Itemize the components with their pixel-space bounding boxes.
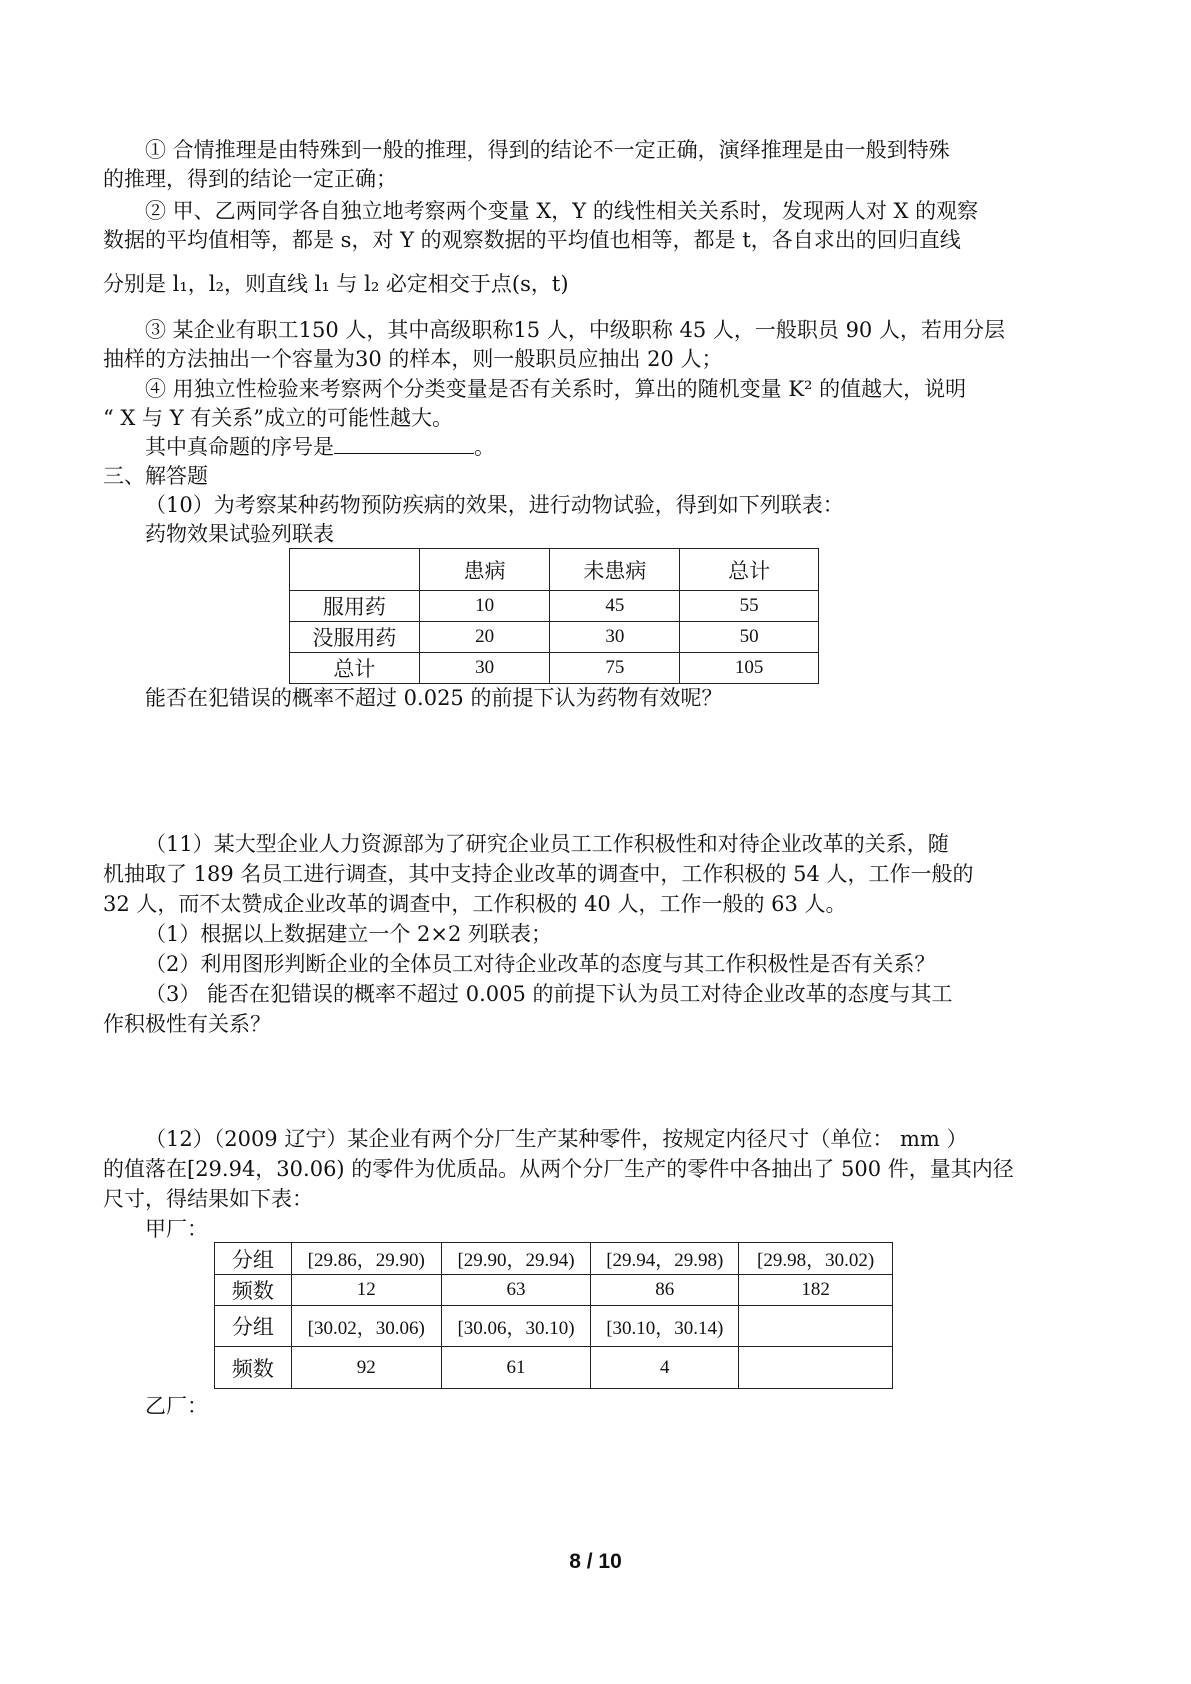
freq-cell: 92 [291,1347,441,1389]
freq-label: 频数 [215,1347,292,1389]
group-label: 分组 [215,1306,292,1347]
group-cell [739,1306,893,1347]
table-cell: 105 [680,653,819,684]
table-row-label: 总计 [290,653,420,684]
statement-4-line-2: “ X 与 Y 有关系”成立的可能性越大。 [103,406,453,430]
answer-prompt [145,433,495,461]
freq-cell: 63 [441,1275,591,1306]
statement-4-line-1: ④ 用独立性检验来考察两个分类变量是否有关系时，算出的随机变量 K² 的值越大，说明 [145,377,967,401]
table-row-label: 没服用药 [290,622,420,653]
table-cell: 75 [550,653,680,684]
freq-cell: 182 [739,1275,893,1306]
group-cell: [29.98，30.02) [739,1243,893,1275]
statement-2-line-3: 分别是 l₁，l₂，则直线 l₁ 与 l₂ 必定相交于点(s，t) [103,272,569,296]
statement-1-line-2: 的推理，得到的结论一定正确； [103,167,397,191]
table-row [215,1347,893,1389]
q12-line-2: 的值落在[29.94，30.06) 的零件为优质品。从两个分厂生产的零件中各抽出了 500 件，量其内径 [103,1157,1014,1181]
group-cell: [29.90，29.94) [441,1243,591,1275]
q11-line-1: （11）某大型企业人力资源部为了研究企业员工工作积极性和对待企业改革的关系，随 [145,832,949,856]
drug-effect-table [289,548,819,684]
freq-cell: 61 [441,1347,591,1389]
table-header-row [290,549,819,591]
statement-3-line-1: ③ 某企业有职工150 人，其中高级职称15 人，中级职称 45 人，一般职员 90 人，若用分层 [145,318,1005,342]
group-cell: [30.02，30.06) [291,1306,441,1347]
statement-1-line-1: ① 合情推理是由特殊到一般的推理，得到的结论不一定正确，演绎推理是由一般到特殊 [145,138,950,162]
table-header-cell: 未患病 [550,549,680,591]
q11-part-3: （3） 能否在犯错误的概率不超过 0.005 的前提下认为员工对待企业改革的态度与其工 [145,982,953,1006]
table-cell: 30 [550,622,680,653]
table-row [290,653,819,684]
statement-2-line-1: ② 甲、乙两同学各自独立地考察两个变量 X，Y 的线性相关关系时，发现两人对 X 的观察 [145,199,979,223]
page-number: 8 / 10 [569,1550,622,1573]
table-row [215,1243,893,1275]
table-cell: 30 [419,653,550,684]
factory-a-frequency-table [214,1242,893,1389]
group-cell: [30.06，30.10) [441,1306,591,1347]
statement-2-line-2: 数据的平均值相等，都是 s，对 Y 的观察数据的平均值也相等，都是 t，各自求出的回归直线 [103,228,961,252]
q10-text: （10）为考察某种药物预防疾病的效果，进行动物试验，得到如下列联表： [145,493,844,517]
answer-blank[interactable] [334,433,474,454]
table-row [215,1275,893,1306]
table-cell: 50 [680,622,819,653]
q11-line-2: 机抽取了 189 名员工进行调查，其中支持企业改革的调查中，工作积极的 54 人，工作一般的 [103,862,974,886]
table-row [290,591,819,622]
q11-part-1: （1）根据以上数据建立一个 2×2 列联表； [145,922,553,946]
q10-table-title: 药物效果试验列联表 [145,522,334,546]
q10-question: 能否在犯错误的概率不超过 0.025 的前提下认为药物有效呢？ [145,686,723,710]
table-row-label: 服用药 [290,591,420,622]
freq-label: 频数 [215,1275,292,1306]
table-cell: 10 [419,591,550,622]
q11-line-3: 32 人，而不太赞成企业改革的调查中，工作积极的 40 人，工作一般的 63 人。 [103,892,847,916]
group-cell: [29.94，29.98) [591,1243,739,1275]
answer-prompt-text: 其中真命题的序号是 [145,435,334,459]
table-row [290,622,819,653]
freq-cell [739,1347,893,1389]
table-row [215,1306,893,1347]
q11-part-2: （2）利用图形判断企业的全体员工对待企业改革的态度与其工作积极性是否有关系？ [145,952,936,976]
q12-line-1: （12）（2009 辽宁）某企业有两个分厂生产某种零件，按规定内径尺寸（单位： mm ） [145,1127,968,1151]
freq-cell: 12 [291,1275,441,1306]
table-header-cell [290,549,420,591]
table-header-cell: 患病 [419,549,550,591]
answer-prompt-end: 。 [474,435,495,459]
freq-cell: 86 [591,1275,739,1306]
section-title: 三、解答题 [103,464,208,488]
q12-line-3: 尺寸，得结果如下表： [103,1187,313,1211]
freq-cell: 4 [591,1347,739,1389]
q11-part-3-cont: 作积极性有关系？ [103,1012,271,1036]
group-cell: [29.86，29.90) [291,1243,441,1275]
table-cell: 55 [680,591,819,622]
group-label: 分组 [215,1243,292,1275]
table-cell: 20 [419,622,550,653]
group-cell: [30.10，30.14) [591,1306,739,1347]
table-header-cell: 总计 [680,549,819,591]
factory-a-label: 甲厂： [145,1217,208,1241]
factory-b-label: 乙厂： [145,1394,208,1418]
statement-3-line-2: 抽样的方法抽出一个容量为30 的样本，则一般职员应抽出 20 人； [103,347,723,371]
table-cell: 45 [550,591,680,622]
